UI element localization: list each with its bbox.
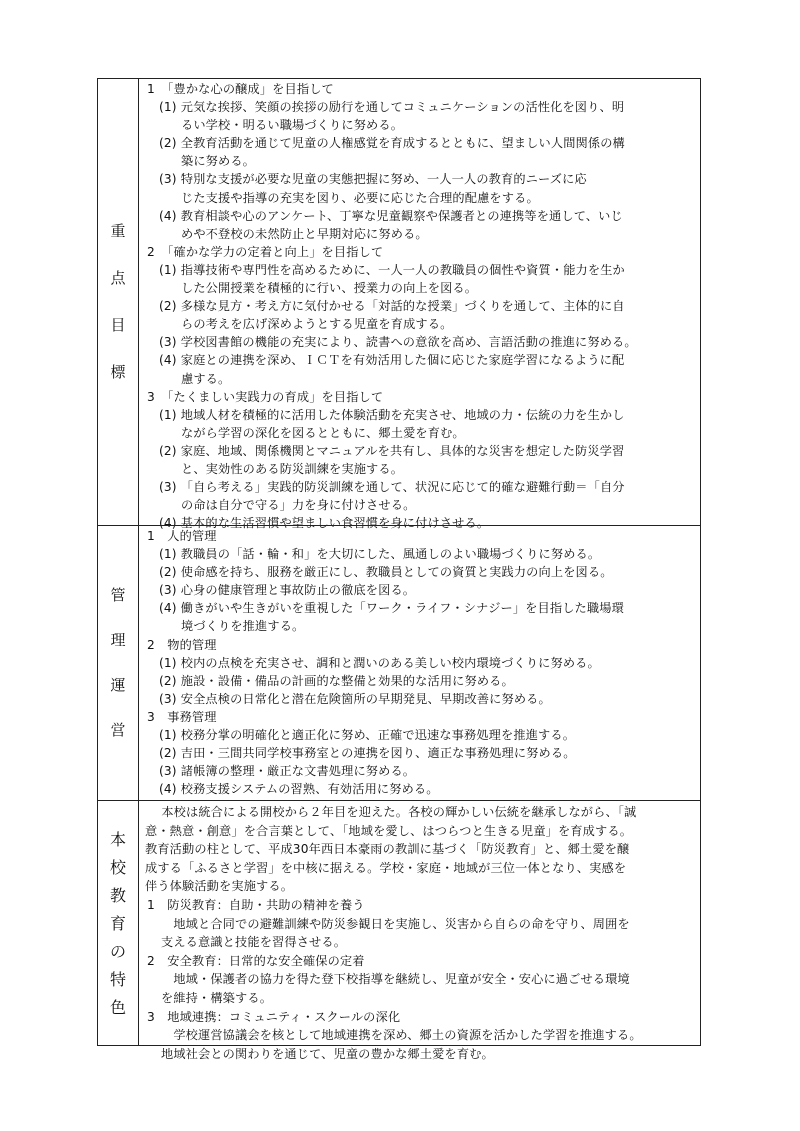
text-line: 地域・保護者の協力を得た登下校指導を継続し、児童が安全・安心に過ごせる環境 xyxy=(161,972,630,987)
text-line: (3) 安全点検の日常化と潜在危険箇所の早期発見、早期改善に努める。 xyxy=(159,691,551,706)
section-label-priority-goals xyxy=(98,79,139,525)
text-line: 2 「確かな学力の定着と向上」を目指して xyxy=(147,244,384,259)
school-features-content xyxy=(145,801,696,1061)
text-line: 支える意識と技能を習得させる。 xyxy=(161,935,347,950)
text-line: 学校運営協議会を核として地域連携を深め、郷土の資源を活かした学習を推進する。 xyxy=(161,1028,642,1043)
text-line: 1 人的管理 xyxy=(147,529,217,543)
text-line: (4) 家庭との連携を深め、ＩＣＴを有効活用した個に応じた家庭学習になるように配 xyxy=(159,353,625,368)
text-line: (3) 特別な支援が必要な児童の実態把握に努め、一人一人の教育的ニーズに応 xyxy=(159,172,587,187)
text-line: ながら学習の深化を図るとともに、郷土愛を育む。 xyxy=(181,425,465,440)
text-line: (3) 「自ら考える」実践的防災訓練を通して、状況に応じて的確な避難行動＝「自分 xyxy=(159,480,625,495)
section-management xyxy=(98,525,700,800)
section-label-char: 育 xyxy=(109,913,126,933)
text-line: るい学校・明るい職場づくりに努める。 xyxy=(181,118,404,133)
text-line: (1) 指導技術や専門性を高めるために、一人一人の教職員の個性や資質・能力を生か xyxy=(159,262,625,277)
section-label-char: 営 xyxy=(110,721,126,739)
text-line: 意・熱意・創意」を合言葉として、「地域を愛し、はつらつと生きる児童」を育成する。 xyxy=(145,823,633,838)
section-label-char: 運 xyxy=(110,676,126,694)
text-line: を維持・構築する。 xyxy=(161,990,273,1005)
section-label-char: 管 xyxy=(110,586,126,604)
text-line: (1) 地域人材を積極的に活用した体験活動を充実させ、地域の力・伝統の力を生かし xyxy=(159,407,625,422)
section-priority-goals xyxy=(98,79,700,531)
section-label-char: 重 xyxy=(110,222,126,240)
text-line: 地域社会との関わりを通じて、児童の豊かな郷土愛を育む。 xyxy=(161,1046,494,1061)
text-line: (1) 校内の点検を充実させ、調和と潤いのある美しい校内環境づくりに努める。 xyxy=(159,655,600,670)
text-line: じた支援や指導の充実を図り、必要に応じた合理的配慮をする。 xyxy=(181,190,539,205)
text-line: 慮する。 xyxy=(181,371,231,386)
text-line: (2) 使命感を持ち、服務を厳正にし、教職員としての資質と実践力の向上を図る。 xyxy=(159,565,613,580)
section-label-char: 教 xyxy=(109,885,126,905)
section-label-char: 標 xyxy=(110,363,126,381)
text-line: 地域と合同での避難訓練や防災参観日を実施し、災害から自らの命を守り、周囲を xyxy=(161,916,630,931)
text-line: 3 事務管理 xyxy=(147,709,217,724)
text-line: 本校は統合による開校から２年目を迎えた。各校の輝かしい伝統を継承しながら、「誠 xyxy=(149,805,637,819)
text-line: の命は自分で守る」力を身に付けさせる。 xyxy=(181,498,416,513)
section-label-char: 校 xyxy=(109,857,126,877)
text-line: 2 物的管理 xyxy=(147,637,217,652)
text-line: らの考えを広げ深めようとする児童を育成する。 xyxy=(181,317,453,332)
text-line: 教育活動の柱として、平成30年西日本豪雨の教訓に基づく「防災教育」と、郷土愛を醸 xyxy=(145,842,630,857)
text-line: 3 「たくましい実践力の育成」を目指して xyxy=(147,389,384,404)
text-line: (4) 教育相談や心のアンケート、丁寧な児童観察や保護者との連携等を通して、いじ xyxy=(159,208,623,223)
text-line: (2) 吉田・三間共同学校事務室との連携を図り、適正な事務処理に努める。 xyxy=(159,746,576,761)
text-line: (2) 全教育活動を通じて児童の人権感覚を育成するとともに、望ましい人間関係の構 xyxy=(159,136,625,151)
section-label-char: 目 xyxy=(110,316,126,334)
text-line: (2) 多様な見方・考え方に気付かせる「対話的な授業」づくりを通して、主体的に自 xyxy=(159,299,625,314)
text-line: 築に努める。 xyxy=(181,154,256,169)
text-line: (4) 校務支援システムの習熟、有効活用に努める。 xyxy=(159,782,439,797)
section-label-management xyxy=(98,526,139,800)
section-label-char: 特 xyxy=(109,969,126,989)
text-line: (2) 施設・設備・備品の計画的な整備と効果的な活用に努める。 xyxy=(159,673,514,688)
section-label-char: 本 xyxy=(109,829,126,849)
text-line: した公開授業を積極的に行い、授業力の向上を図る。 xyxy=(181,281,478,296)
text-line: (4) 働きがいや生きがいを重視した「ワーク・ライフ・シナジー」を目指した職場環 xyxy=(159,601,624,616)
text-line: と、実効性のある防災訓練を実施する。 xyxy=(181,461,404,476)
management-content xyxy=(145,526,696,800)
text-line: 成する「ふるさと学習」を中核に据える。学校・家庭・地域が三位一体となり、実感を xyxy=(145,860,627,875)
text-line: 伴う体験活動を実施する。 xyxy=(145,879,294,894)
text-line: 1 防災教育：自助・共助の精神を養う xyxy=(147,897,365,912)
text-line: (3) 心身の健康管理と事故防止の徹底を図る。 xyxy=(159,583,416,598)
text-line: (3) 諸帳簿の整理・厳正な文書処理に努める。 xyxy=(159,764,416,779)
text-line: 境づくりを推進する。 xyxy=(181,619,305,634)
text-line: 3 地域連携：コミュニティ・スクールの深化 xyxy=(147,1009,401,1024)
section-label-char: 点 xyxy=(110,269,126,287)
school-plan-table xyxy=(97,78,701,1061)
text-line: 1 「豊かな心の醸成」を目指して xyxy=(147,82,334,96)
section-label-school-features xyxy=(98,801,139,1046)
section-school-features xyxy=(98,800,700,1061)
text-line: (4) 基本的な生活習慣や望ましい食習慣を身に付けさせる。 xyxy=(159,516,490,531)
text-line: (3) 学校図書館の機能の充実により、読書への意欲を高め、言語活動の推進に努める。 xyxy=(159,335,637,350)
section-label-char: 理 xyxy=(110,631,126,649)
section-label-char: の xyxy=(109,941,126,961)
text-line: (1) 教職員の「話・輪・和」を大切にした、風通しのよい職場づくりに努める。 xyxy=(159,547,601,562)
text-line: めや不登校の未然防止と早期対応に努める。 xyxy=(181,226,428,241)
text-line: 2 安全教育：日常的な安全確保の定着 xyxy=(147,953,365,968)
section-label-char: 色 xyxy=(109,997,126,1017)
text-line: (1) 元気な挨拶、笑顔の挨拶の励行を通してコミュニケーションの活性化を図り、明 xyxy=(159,100,625,115)
text-line: (2) 家庭、地域、関係機関とマニュアルを共有し、具体的な災害を想定した防災学習 xyxy=(159,443,625,458)
text-line: (1) 校務分掌の明確化と適正化に努め、正確で迅速な事務処理を推進する。 xyxy=(159,728,576,743)
priority-goals-content xyxy=(145,79,696,531)
